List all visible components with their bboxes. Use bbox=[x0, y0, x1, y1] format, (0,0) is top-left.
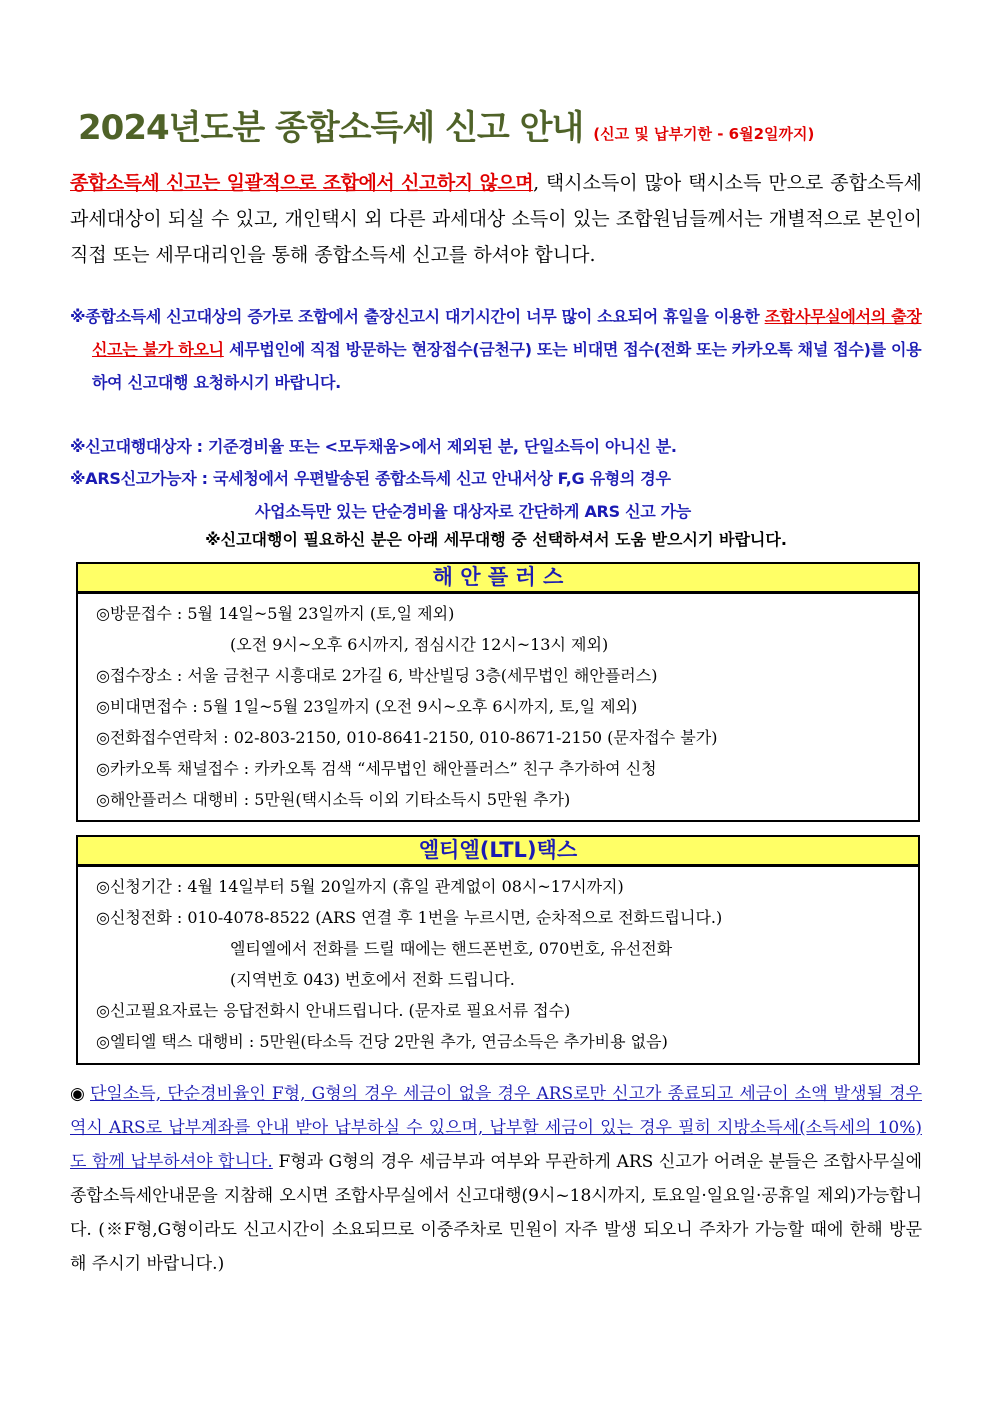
box-haeanplus-body bbox=[76, 592, 920, 822]
title-row bbox=[78, 100, 938, 149]
notice-onsite-part1: ※종합소득세 신고대상의 증가로 조합에서 출장신고시 대기시간이 너무 많이 소요되어 휴일을 이용한 bbox=[70, 307, 765, 326]
intro-paragraph bbox=[70, 165, 922, 273]
deadline-subtitle: (신고 및 납부기한 - 6월2일까지) bbox=[593, 125, 815, 143]
box1-row: ◎해안플러스 대행비 : 5만원(택시소득 이외 기타소득시 5만원 추가) bbox=[96, 790, 571, 809]
box2-row: 엘티엘에서 전화를 드릴 때에는 핸드폰번호, 070번호, 유선전화 bbox=[230, 939, 673, 958]
notice-eligible: ※신고대행대상자 : 기준경비율 또는 <모두채움>에서 제외된 분, 단일소득이 아니신 분. bbox=[70, 437, 677, 456]
bottom-text: F형과 G형의 경우 세금부과 여부와 무관하게 ARS 신고가 어려운 분들은 조합사무실에 종합소득세안내문을 지참해 오시면 조합사무실에서 신고대행(9시~18시까지, 토요일·일요일·공휴일 제외)가능합니다. (※F형,G형이라도 신고시간이 소요되므로 이중주차로 민원이 자주 발생 되오니 주차가 가능할 때에 한해 방문해 주시기 바랍니다.) bbox=[70, 1152, 922, 1274]
intro-text: , 택시소득이 많아 택시소득 만으로 종합소득세 과세대상이 되실 수 있고, 개인택시 외 다른 과세대상 소득이 있는 조합원님들께서는 개별적으로 본인이 직접 또는 세무대리인을 통해 종합소득세 신고를 하셔야 합니다. bbox=[70, 172, 923, 266]
box1-row: ◎비대면접수 : 5월 1일~5월 23일까지 (오전 9시~오후 6시까지, 토,일 제외) bbox=[96, 697, 638, 716]
radio-bullet-icon: ◉ bbox=[70, 1084, 85, 1104]
box1-row: ◎접수장소 : 서울 금천구 시흥대로 2가길 6, 박산빌딩 3층(세무법인 해안플러스) bbox=[96, 666, 658, 685]
box-ltltax-body bbox=[76, 865, 920, 1065]
box2-row: ◎엘티엘 택스 대행비 : 5만원(타소득 건당 2만원 추가, 연금소득은 추가비용 없음) bbox=[96, 1032, 668, 1051]
page-title: 2024년도분 종합소득세 신고 안내 bbox=[78, 108, 584, 148]
box2-row: ◎신청기간 : 4월 14일부터 5월 20일까지 (휴일 관계없이 08시~17시까지) bbox=[96, 877, 624, 896]
box1-row: ◎방문접수 : 5월 14일~5월 23일까지 (토,일 제외) bbox=[96, 604, 455, 623]
notice-onsite-warning: 조합사무실에서의 출장신고는 불가 하오니 bbox=[92, 307, 922, 359]
box2-row: ◎신청전화 : 010-4078-8522 (ARS 연결 후 1번을 누르시면, 순차적으로 전화드립니다.) bbox=[96, 908, 723, 927]
box2-row: (지역번호 043) 번호에서 전화 드립니다. bbox=[230, 970, 515, 989]
notice-onsite bbox=[70, 300, 922, 399]
center-note: ※신고대행이 필요하신 분은 아래 세무대행 중 선택하셔서 도움 받으시기 바랍니다. bbox=[205, 530, 787, 549]
intro-highlight: 종합소득세 신고는 일괄적으로 조합에서 신고하지 않으며 bbox=[70, 172, 534, 194]
box1-row: ◎전화접수연락처 : 02-803-2150, 010-8641-2150, 010-8671-2150 (문자접수 불가) bbox=[96, 728, 718, 747]
box-ltltax-title: 엘티엘(LTL)택스 bbox=[76, 835, 920, 866]
notice-ars-line1: ※ARS신고가능자 : 국세청에서 우편발송된 종합소득세 신고 안내서상 F,G 유형의 경우 bbox=[70, 469, 671, 488]
bottom-highlight: 단일소득, 단순경비율인 F형, G형의 경우 세금이 없을 경우 ARS로만 신고가 종료되고 세금이 소액 발생될 경우 역시 ARS로 납부계좌를 안내 받아 납부하실 수 있으며, 납부할 세금이 있는 경우 필히 지방소득세(소득세의 10%)도 함께 납부하셔야 합니다. bbox=[70, 1084, 922, 1172]
box1-row: ◎카카오톡 채널접수 : 카카오톡 검색 “세무법인 해안플러스” 친구 추가하여 신청 bbox=[96, 759, 657, 778]
bottom-paragraph bbox=[70, 1077, 922, 1281]
box1-row: (오전 9시~오후 6시까지, 점심시간 12시~13시 제외) bbox=[230, 635, 609, 654]
box2-row: ◎신고필요자료는 응답전화시 안내드립니다. (문자로 필요서류 접수) bbox=[96, 1001, 571, 1020]
notice-ars-line2: 사업소득만 있는 단순경비율 대상자로 간단하게 ARS 신고 가능 bbox=[255, 502, 691, 521]
box-haeanplus-title: 해 안 플 러 스 bbox=[76, 562, 920, 593]
notice-onsite-part2: 세무법인에 직접 방문하는 현장접수(금천구) 또는 비대면 접수(전화 또는 카카오톡 채널 접수)를 이용하여 신고대행 요청하시기 바랍니다. bbox=[92, 340, 922, 392]
notice-ars bbox=[70, 462, 922, 528]
